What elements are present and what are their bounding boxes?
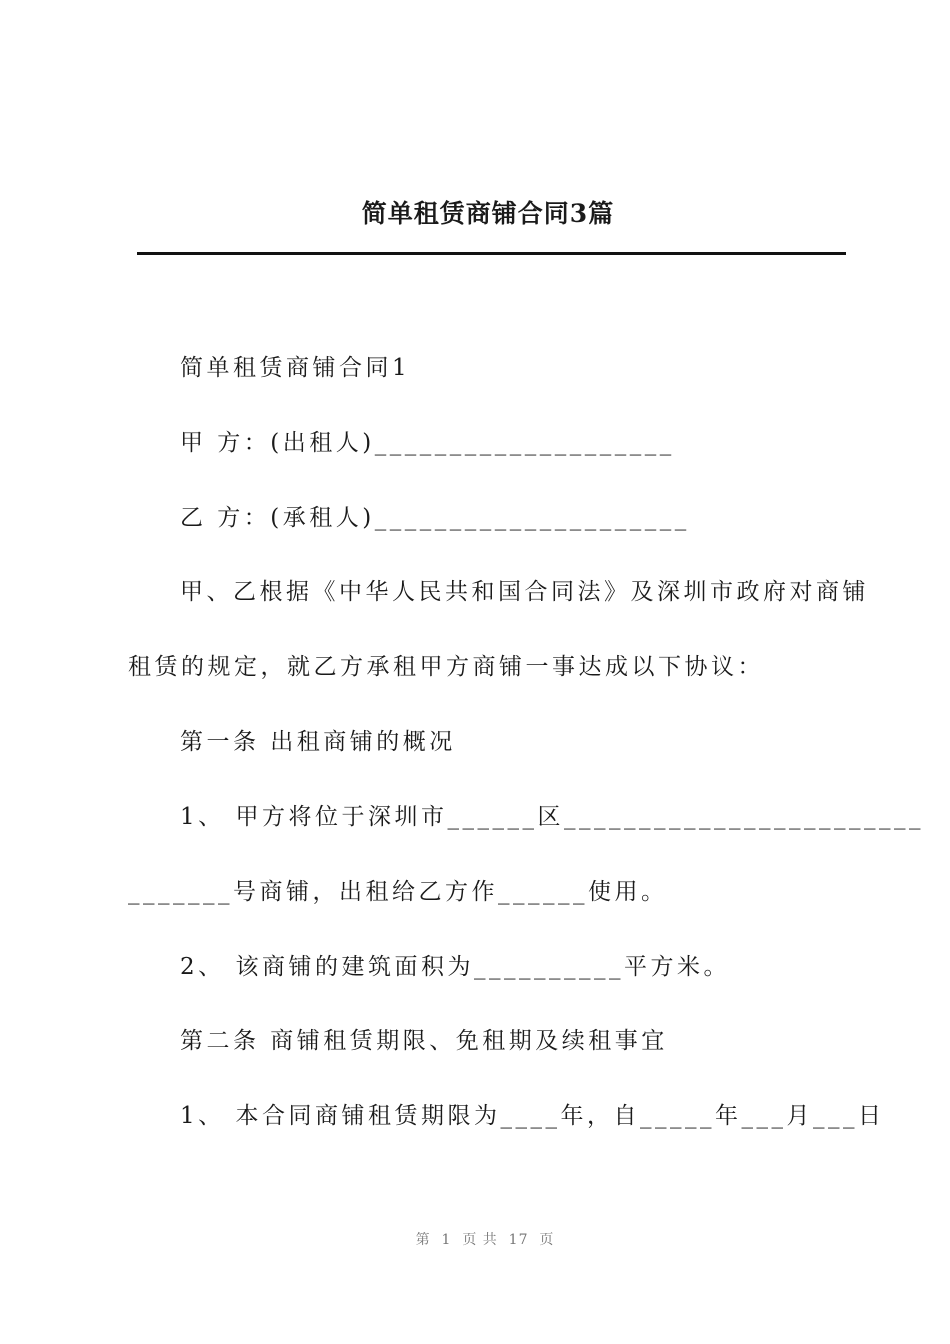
article-2-heading: 第二条 商铺租赁期限、免租期及续租事宜 <box>180 1028 668 1054</box>
party-a-line: 甲 方：(出租人)____________________ <box>180 430 675 456</box>
preamble-line-2: 租赁的规定，就乙方承租甲方商铺一事达成以下协议： <box>128 654 764 680</box>
party-b-line: 乙 方：(承租人)_____________________ <box>180 505 690 531</box>
document-title: 简单租赁商铺合同3篇 <box>361 199 615 228</box>
article-1-heading: 第一条 出租商铺的概况 <box>180 729 456 755</box>
clause-1-1-line-2: _______号商铺，出租给乙方作______使用。 <box>128 879 668 905</box>
title-underline <box>137 252 846 255</box>
preamble-line-1: 甲、乙根据《中华人民共和国合同法》及深圳市政府对商铺 <box>180 579 869 605</box>
clause-1-1-line-1: 1、 甲方将位于深圳市______区________________________ <box>180 804 924 830</box>
contract-heading: 简单租赁商铺合同1 <box>180 355 411 381</box>
clause-2-1: 1、 本合同商铺租赁期限为____年，自_____年___月___日 <box>180 1103 885 1129</box>
page-number: 第 1 页 共 17 页 <box>415 1232 555 1248</box>
clause-1-2: 2、 该商铺的建筑面积为__________平方米。 <box>180 954 730 980</box>
